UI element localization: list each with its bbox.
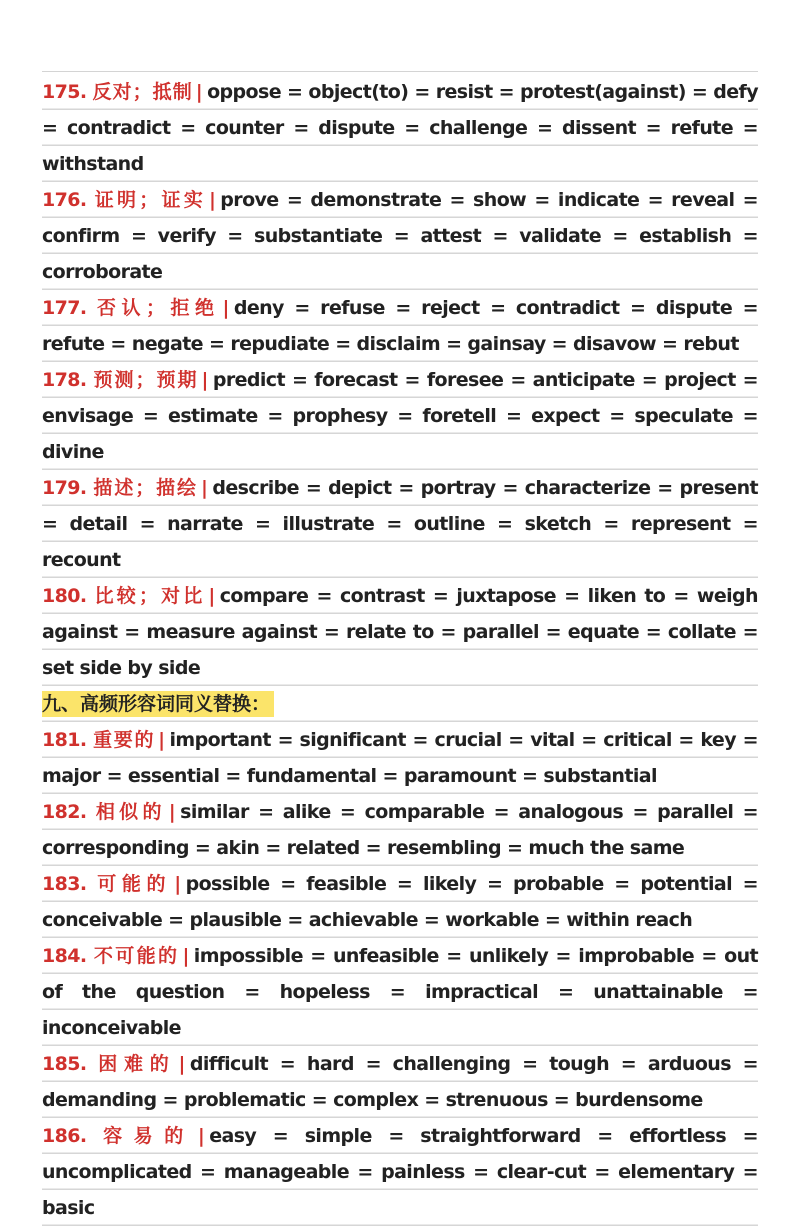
entry-chinese: 相似的 [95, 801, 166, 823]
entry-number: 185. [42, 1053, 87, 1075]
entry-number: 186. [42, 1125, 87, 1147]
entry-synonyms: describe = depict = portray = characterize = present = detail = narrate = illustrate = outline = sketch = represent = recount [42, 477, 758, 571]
separator-bar: | [197, 1125, 205, 1147]
entry-number: 181. [42, 729, 87, 751]
separator-bar: | [174, 873, 181, 895]
entry-chinese: 可能的 [97, 873, 172, 895]
entry-synonyms: easy = simple = straightforward = effortless = uncomplicated = manageable = painless = clear-cut = elementary = basic [42, 1125, 758, 1219]
entry-synonyms: deny = refuse = reject = contradict = dispute = refute = negate = repudiate = disclaim = gainsay = disavow = rebut [42, 297, 758, 355]
entry-chinese: 反对；抵制 [92, 81, 193, 103]
separator-bar: | [208, 189, 216, 211]
entry-chinese: 否认；拒绝 [97, 297, 220, 319]
separator-bar: | [222, 297, 229, 319]
entry-number: 175. [42, 81, 87, 103]
entry-175 [42, 74, 758, 182]
entry-180 [42, 578, 758, 686]
separator-bar: | [178, 1053, 185, 1075]
section-heading-text: 九、高频形容词同义替换： [42, 691, 274, 717]
entry-chinese: 描述；描绘 [93, 477, 198, 499]
entry-184 [42, 938, 758, 1046]
entry-synonyms: important = significant = crucial = vital = critical = key = major = essential = fundamental = paramount = substantial [42, 729, 758, 787]
section-heading [42, 686, 758, 722]
entry-177 [42, 290, 758, 362]
separator-bar: | [195, 81, 203, 103]
top-divider [42, 71, 758, 72]
entry-number: 184. [42, 945, 87, 967]
entry-synonyms: predict = forecast = foresee = anticipate = project = envisage = estimate = prophesy = foretell = expect = speculate = divine [42, 369, 759, 463]
entry-185 [42, 1046, 758, 1118]
entry-synonyms: prove = demonstrate = show = indicate = reveal = confirm = verify = substantiate = attest = validate = establish = corroborate [42, 189, 758, 283]
entry-number: 177. [42, 297, 87, 319]
entry-178 [42, 362, 758, 470]
separator-bar: | [200, 477, 208, 499]
entry-chinese: 证明；证实 [94, 189, 206, 211]
entry-synonyms: possible = feasible = likely = probable = potential = conceivable = plausible = achievable = workable = within reach [42, 873, 759, 931]
entry-synonyms: oppose = object(to) = resist = protest(against) = defy = contradict = counter = dispute = challenge = dissent = refute = withstand [42, 81, 758, 175]
entry-chinese: 比较；对比 [94, 585, 206, 607]
entry-182 [42, 794, 758, 866]
entry-number: 178. [42, 369, 87, 391]
entry-synonyms: compare = contrast = juxtapose = liken to = weigh against = measure against = relate to = parallel = equate = collate = set side by side [42, 585, 758, 679]
separator-bar: | [201, 369, 208, 391]
entry-number: 183. [42, 873, 87, 895]
entry-181 [42, 722, 758, 794]
entry-number: 176. [42, 189, 87, 211]
separator-bar: | [182, 945, 189, 967]
entry-186 [42, 1118, 758, 1226]
entry-synonyms: difficult = hard = challenging = tough = arduous = demanding = problematic = complex = strenuous = burdensome [42, 1053, 758, 1111]
entry-synonyms: similar = alike = comparable = analogous = parallel = corresponding = akin = related = resembling = much the same [42, 801, 758, 859]
separator-bar: | [208, 585, 215, 607]
entry-chinese: 重要的 [93, 729, 156, 751]
entry-179 [42, 470, 758, 578]
entry-chinese: 预测；预期 [93, 369, 199, 391]
entry-chinese: 容易的 [103, 1125, 195, 1147]
entry-176 [42, 182, 758, 290]
content [42, 74, 758, 1226]
separator-bar: | [168, 801, 176, 823]
entry-synonyms: impossible = unfeasible = unlikely = improbable = out of the question = hopeless = impractical = unattainable = inconceivable [42, 945, 758, 1039]
entry-number: 180. [42, 585, 87, 607]
entry-chinese: 困难的 [98, 1053, 176, 1075]
entry-number: 182. [42, 801, 87, 823]
separator-bar: | [158, 729, 165, 751]
entry-chinese: 不可能的 [93, 945, 180, 967]
entry-number: 179. [42, 477, 87, 499]
entry-183 [42, 866, 758, 938]
